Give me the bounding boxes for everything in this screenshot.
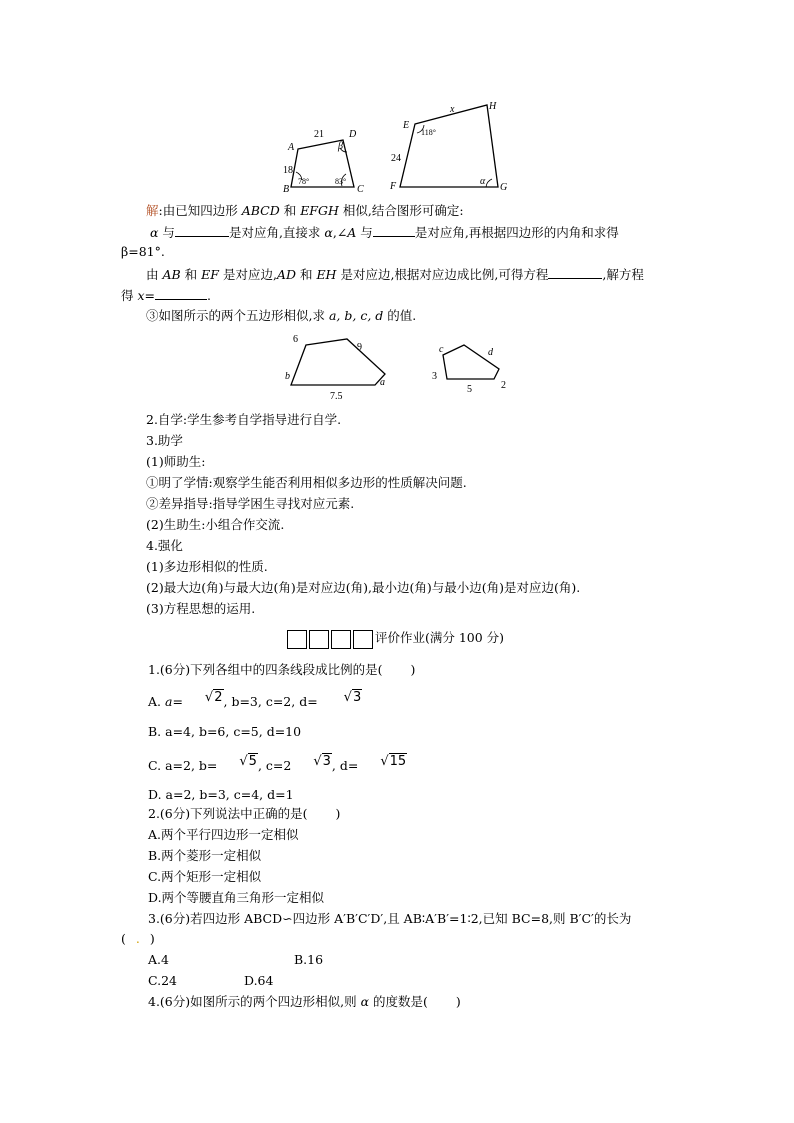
- pentagon-left-top: 6: [293, 334, 298, 345]
- side-ad-length: 21: [314, 129, 324, 140]
- q2-stem: 2.(6分)下列说法中正确的是( ): [148, 806, 341, 821]
- label-C: C: [357, 184, 364, 195]
- q1-option-a: A. a= √2, b=3, c=2, d= √3: [148, 690, 362, 709]
- answer-blank[interactable]: [373, 224, 415, 237]
- q3-option-c: C.24: [148, 973, 177, 988]
- label-H: H: [489, 101, 497, 112]
- solution-line-2: α 与 是对应角,直接求 α,∠A 与 是对应角,再根据四边形的内角和求得: [150, 225, 619, 240]
- label-B: B: [283, 184, 290, 195]
- q4-stem: 4.(6分)如图所示的两个四边形相似,则 α 的度数是( ): [148, 994, 461, 1009]
- solution-line-4: 由 AB 和 EF 是对应边,AD 和 EH 是对应边,根据对应边成比例,可得方程 ,解方程: [146, 267, 644, 282]
- solution-line-3: β=81°.: [121, 244, 165, 259]
- figure-similar-quadrilaterals: [280, 100, 520, 196]
- q3-option-d: D.64: [244, 973, 274, 988]
- q3-stem: 3.(6分)若四边形 ABCD∽四边形 A′B′C′D′,且 AB∶A′B′=1∶2,已知 BC=8,则 B′C′的长为: [148, 911, 632, 926]
- q2-option-d: D.两个等腰直角三角形一定相似: [148, 890, 325, 905]
- step-line: (2)生助生:小组合作交流.: [146, 517, 285, 532]
- pentagon-left-side-a: a: [380, 377, 385, 388]
- q1-option-d: D. a=2, b=3, c=4, d=1: [148, 787, 294, 802]
- pentagon-left-bottom: 7.5: [330, 391, 343, 402]
- q1-option-c: C. a=2, b= √5, c=2 √3, d= √15: [148, 754, 407, 773]
- step-line: (2)最大边(角)与最大边(角)是对应边(角),最小边(角)与最小边(角)是对应边(角).: [146, 580, 581, 595]
- step-line: ②差异指导:指导学困生寻找对应元素.: [146, 496, 355, 511]
- q3-answer-paren: ( . ): [121, 931, 155, 946]
- solution-line-5: 得 x= .: [121, 288, 212, 303]
- q3-option-a: A.4: [148, 952, 169, 967]
- pentagon-right-side-d: d: [488, 347, 493, 358]
- step-line: (1)师助生:: [146, 454, 206, 469]
- figure-similar-pentagons: [280, 330, 520, 404]
- pentagon-right-left: 3: [432, 371, 437, 382]
- answer-blank[interactable]: [175, 224, 229, 237]
- answer-blank[interactable]: [548, 266, 602, 279]
- label-D: D: [349, 129, 357, 140]
- title-box-decoration: [287, 629, 375, 649]
- q2-option-b: B.两个菱形一定相似: [148, 848, 262, 863]
- step-line: 2.自学:学生参考自学指导进行自学.: [146, 412, 342, 427]
- label-F: F: [390, 181, 397, 192]
- pentagon-right-side-c: c: [439, 344, 444, 355]
- pentagon-right-right: 2: [501, 380, 506, 391]
- step-line: 3.助学: [146, 433, 183, 448]
- pentagon-left-right-top: 9: [357, 342, 362, 353]
- angle-c: 83°: [335, 177, 347, 186]
- sqrt-expression: √3: [313, 754, 331, 769]
- side-eh-length: x: [450, 104, 455, 115]
- side-ab-length: 18: [283, 165, 293, 176]
- q3-option-b: B.16: [294, 952, 324, 967]
- answer-blank[interactable]: [155, 287, 207, 300]
- sqrt-expression: √3: [343, 690, 362, 705]
- step-line: (3)方程思想的运用.: [146, 601, 256, 616]
- sqrt-expression: √15: [380, 754, 407, 769]
- sqrt-expression: √5: [239, 754, 257, 769]
- pentagon-left: [291, 339, 385, 385]
- side-ef-length: 24: [391, 153, 401, 164]
- solution-label: 解: [146, 203, 159, 218]
- angle-alpha: α: [480, 176, 486, 187]
- q1-option-b: B. a=4, b=6, c=5, d=10: [148, 724, 302, 739]
- step-line: ①明了学情:观察学生能否利用相似多边形的性质解决问题.: [146, 475, 467, 490]
- solution-line-1: 解:由已知四边形 ABCD 和 EFGH 相似,结合图形可确定:: [146, 203, 464, 218]
- q1-stem: 1.(6分)下列各组中的四条线段成比例的是( ): [148, 662, 416, 677]
- sqrt-expression: √2: [204, 690, 223, 705]
- label-A: A: [288, 142, 295, 153]
- label-E: E: [403, 120, 410, 131]
- label-G: G: [500, 182, 508, 193]
- angle-b: 78°: [298, 177, 310, 186]
- quadrilateral-efgh: [400, 105, 498, 187]
- homework-title: 评价作业(满分 100 分): [287, 628, 504, 649]
- angle-beta: β: [338, 141, 343, 152]
- q2-option-c: C.两个矩形一定相似: [148, 869, 262, 884]
- pentagon-right-bottom: 5: [467, 384, 472, 395]
- question-pentagons: ③如图所示的两个五边形相似,求 a, b, c, d 的值.: [146, 308, 417, 323]
- q2-option-a: A.两个平行四边形一定相似: [148, 827, 299, 842]
- pentagon-left-side-b: b: [285, 371, 290, 382]
- angle-e: 118°: [421, 128, 436, 137]
- step-line: 4.强化: [146, 538, 183, 553]
- step-line: (1)多边形相似的性质.: [146, 559, 268, 574]
